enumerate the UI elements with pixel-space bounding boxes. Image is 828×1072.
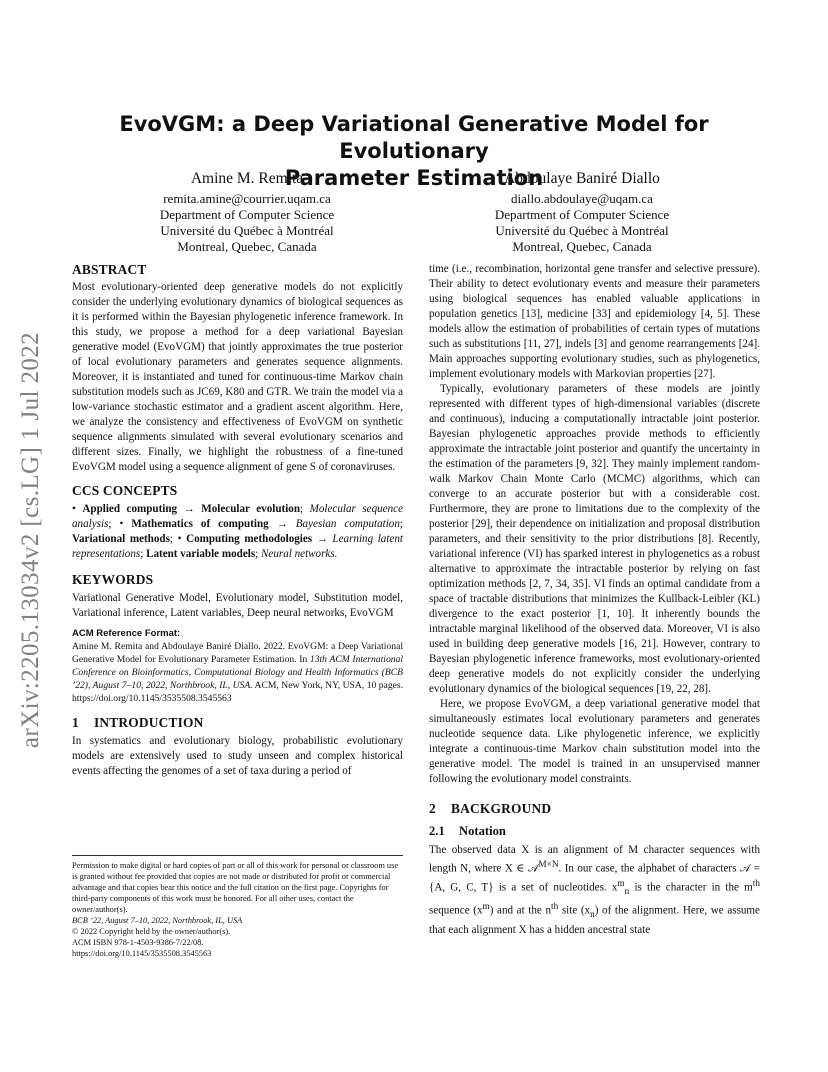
ccs-concept: Variational methods [72, 533, 170, 545]
section-title: INTRODUCTION [94, 715, 204, 730]
author-email: diallo.abdoulaye@uqam.ca [511, 191, 653, 206]
author-block-1 [117, 170, 377, 255]
ccs-concept: Latent variable models [146, 548, 256, 560]
conference-line [72, 915, 403, 926]
intro-paragraph: In systematics and evolutionary biology, probabilistic evolutionary models are extensively used to study unseen and complex historical events affecting the genomes of a set of taxa during a period of [72, 735, 403, 777]
notation-sup: th [551, 901, 559, 912]
left-column [72, 262, 403, 779]
section-heading [429, 801, 760, 817]
right-column [429, 262, 760, 938]
ccs-concept: Mathematics of computing → [131, 518, 296, 530]
intro-paragraph: Here, we propose EvoVGM, a deep variational generative model that simultaneously estimates local evolutionary parameters and generates nucleotide sequence data. Like phylogenetic inference, we explicitly integrate a continuous-time Markov chain substitution model into the generative model. The model is trained in an unsupervised manner following the evolutionary model constraints. [429, 698, 760, 785]
notation-text: site (x [558, 904, 591, 917]
author-city: Montreal, Quebec, Canada [512, 239, 652, 254]
footnote [72, 855, 403, 959]
author-email: remita.amine@courrier.uqam.ca [163, 191, 331, 206]
author-department: Department of Computer Science [494, 207, 670, 222]
ccs-concept: Computing methodologies [186, 533, 313, 545]
acm-reference-tail: ACM, New York, NY, USA, 10 pages. https://doi.org/10.1145/3535508.3545563 [72, 680, 404, 704]
ccs-heading: CCS CONCEPTS [72, 483, 178, 498]
author-block-2 [452, 170, 712, 255]
notation-text: The observed data X is an alignment of M character sequences with length N, where X ∈ 𝒜 [429, 844, 760, 875]
subsection-title: Notation [459, 824, 506, 838]
author-university: Université du Québec à Montréal [160, 223, 334, 238]
subsection-heading [429, 823, 760, 839]
abstract-text: Most evolutionary-oriented deep generative models do not explicitly consider the underlying evolutionary dynamics of biological sequences as it is performed within the Bayesian phylogenetic inference framework. In this study, we propose a method for a deep variational Bayesian generative model (EvoVGM) that jointly approximates the true posterior of local evolutionary parameters and generates sequence alignments. Moreover, it is instantiated and tuned for continuous-time Markov chain substitution models such as JC69, K80 and GTR. We train the model via a low-variance stochastic estimator and a gradient ascent algorithm. Here, we analyze the consistency and effectiveness of EvoVGM on synthetic sequence alignments simulated with several evolutionary scenarios and different sizes. Finally, we highlight the robustness of a fine-tuned EvoVGM model using a sequence alignment of gene S of coronaviruses. [72, 281, 403, 473]
notation-sub: n [590, 909, 595, 920]
section-number: 1 [72, 715, 79, 730]
introduction-section [72, 715, 403, 779]
copyright-line: © 2022 Copyright held by the owner/author(s). [72, 927, 231, 936]
notation-sup: m [482, 901, 490, 912]
ccs-concept-detail: Bayesian computation [295, 518, 400, 530]
ccs-concept-detail: → Learning latent representations [72, 533, 403, 560]
title-line-2: Parameter Estimation [284, 166, 544, 190]
section-heading [72, 715, 403, 731]
notation-sub: n [624, 886, 630, 897]
abstract-section [72, 262, 403, 475]
arxiv-stamp-text: arXiv:2205.13034v2 [cs.LG] 1 Jul 2022 [17, 331, 44, 749]
notation-text: sequence (x [429, 904, 483, 917]
acm-reference-venue: 13th ACM International Conference on Bioinformatics, Computational Biology and Health Informatics (BCB ’22), August 7–10, 2022, Northbrook, IL, USA. [72, 654, 403, 691]
author-department: Department of Computer Science [159, 207, 335, 222]
keywords-text: Variational Generative Model, Evolutionary model, Substitution model, Variational inference, Latent variables, Deep neural networks, EvoVGM [72, 592, 403, 619]
keywords-section [72, 572, 403, 621]
notation-text: ) and at the n [489, 904, 552, 917]
abstract-heading: ABSTRACT [72, 262, 147, 277]
keywords-heading: KEYWORDS [72, 572, 154, 587]
notation-text: is the character in the m [629, 881, 753, 894]
section-number: 2 [429, 801, 436, 816]
author-name: Abdoulaye Baniré Diallo [504, 170, 660, 187]
section-title: BACKGROUND [451, 801, 552, 816]
author-university: Université du Québec à Montréal [495, 223, 669, 238]
permission-notice: Permission to make digital or hard copies of part or all of this work for personal or classroom use is granted without fee provided that copies are not made or distributed for profit or commercial advantage and that copies bear this notice and the full citation on the first page. Copyrights for third-party components of this work must be honored. For all other uses, contact the owner/author(s). [72, 861, 399, 914]
conference-info: BCB ’22, August 7–10, 2022, Northbrook, IL, USA [72, 916, 243, 925]
ccs-concept: Applied computing → Molecular evolution [82, 503, 300, 515]
subsection-number: 2.1 [429, 824, 445, 838]
title-line-1: EvoVGM: a Deep Variational Generative Model for Evolutionary [119, 112, 709, 163]
notation-text: . In our case, the alphabet of characters 𝒜 = {A, G, C, T} is a set of nucleotides. x [429, 862, 760, 894]
ccs-concept-detail: Molecular sequence analysis [72, 503, 403, 530]
ccs-concept-detail: Neural networks. [261, 548, 338, 560]
isbn-line: ACM ISBN 978-1-4503-9386-7/22/08. [72, 938, 204, 947]
ccs-text: • Applied computing → Molecular evolution; Molecular sequence analysis; • Mathematics of computing → Bayesian computation; Variational methods; • Computing methodologies → Learning latent representations; Latent variable models; Neural networks. [72, 503, 403, 560]
notation-text: ) of the alignment. Here, we assume that each alignment X has a hidden ancestral state [429, 904, 760, 936]
doi-line: https://doi.org/10.1145/3535508.3545563 [72, 949, 212, 958]
notation-sup: M×N [538, 860, 559, 870]
notation-sup: th [752, 878, 760, 889]
ccs-section [72, 483, 403, 562]
acm-reference-heading: ACM Reference Format: [72, 628, 181, 639]
acm-reference [72, 627, 403, 705]
acm-reference-authors: Amine M. Remita and Abdoulaye Baniré Diallo. 2022. EvoVGM: a Deep Variational Generative Model for Evolutionary Parameter Estimation. In [72, 641, 403, 665]
author-name: Amine M. Remita [190, 170, 304, 187]
author-city: Montreal, Quebec, Canada [177, 239, 317, 254]
acm-reference-text [72, 640, 403, 705]
notation-paragraph [429, 843, 760, 938]
notation-sup: m [617, 878, 625, 889]
arxiv-stamp [13, 300, 49, 780]
intro-paragraph: Typically, evolutionary parameters of these models are jointly represented with different types of high-dimensional variables (discrete and continuous), inducing a computationally intractable joint posterior. Bayesian phylogenetic approaches provide methods to efficiently approximate the intractable joint posterior and quantify the uncertainty in the estimation of the parameters [9, 32]. They mainly implement random-walk Markov Chain Monte Carlo (MCMC) algorithms, which can converge to an accurate posterior but with a considerable cost. Furthermore, they are prone to limitations due to the complexity of the posterior [29], their dependence on initialization and proposal distribution parameters, and their sensitivity to the prior distributions [8]. Recently, variational inference (VI) has sparked interest in phylogenetics as a robust alternative to approximate the intractable posterior by relying on fast optimization methods [2, 7, 34, 35]. VI finds an optimal candidate from a space of tractable distributions that minimizes the Kullback-Leibler (KL) divergence to the exact posterior [1, 10]. It inherently bounds the intractable marginal likelihood of the observed data. Moreover, VI is also used in building deep generative models [16, 21]. However, contrary to Bayesian phylogenetic inference frameworks, most evolutionary-oriented deep generative models do not explicitly consider the underlying evolutionary dynamics of the biological sequences [19, 22, 28]. [429, 383, 760, 695]
intro-paragraph-continued: time (i.e., recombination, horizontal gene transfer and selective pressure). Their ability to detect evolutionary events and measure their parameters using biological sequences has enabled valuable applications in population genetics [13], medicine [33] and epidemiology [4, 5]. These models allow the estimation of probabilities of certain types of mutations such as substitutions [11, 27], indels [3] and genome rearrangements [24]. Main approaches supporting evolutionary studies, such as phylogenetics, implement evolutionary models with Markovian properties [27]. [429, 263, 760, 380]
